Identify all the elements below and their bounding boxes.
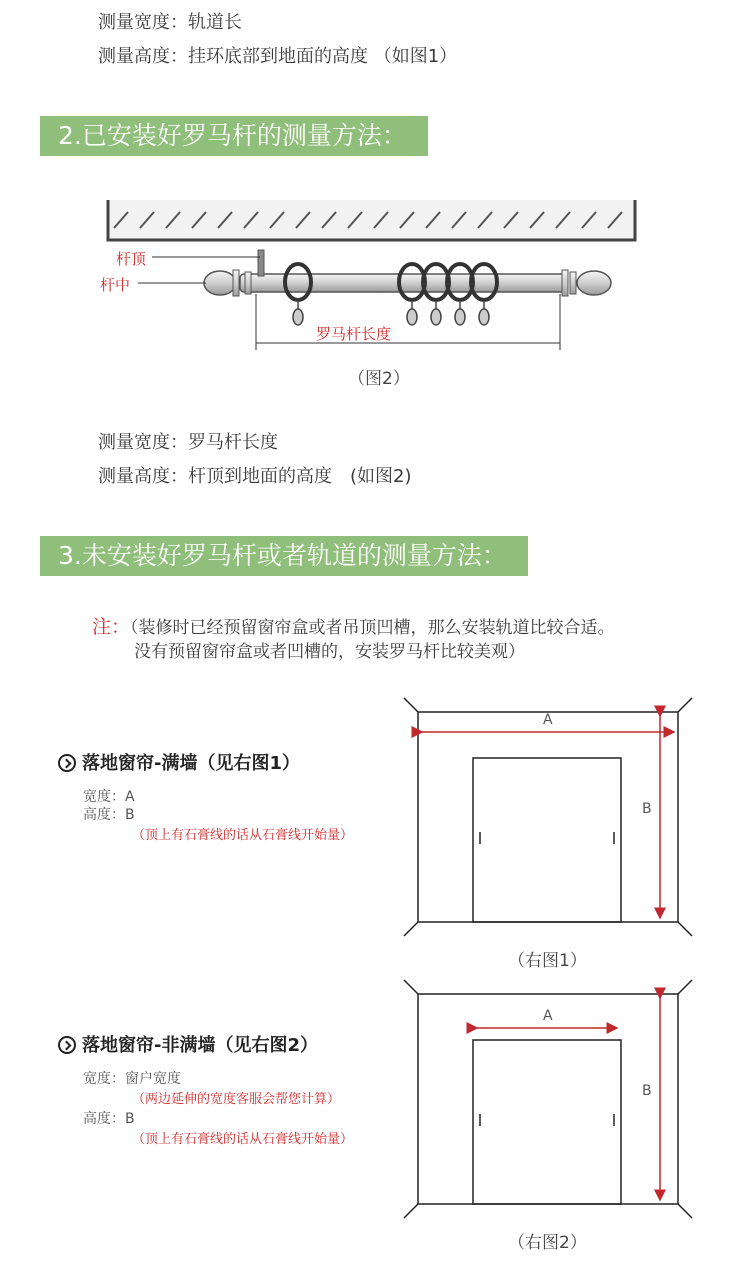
- full-wall-diagram: [400, 694, 696, 940]
- case-1-width: 宽度：A: [83, 789, 135, 805]
- chevron-right-circle-icon: [58, 1036, 76, 1054]
- right-figure-2-caption: （右图2）: [508, 1233, 587, 1253]
- case-1-title: [58, 749, 300, 775]
- case-1-title-text: 落地窗帘-满墙（见右图1）: [82, 753, 300, 774]
- measure-height-text-2: 测量高度：杆顶到地面的高度 (如图2): [98, 466, 412, 487]
- diagram-1-label-b: B: [642, 801, 652, 817]
- case-2-width: 宽度：窗户宽度: [83, 1071, 181, 1087]
- note-line-1: [92, 612, 615, 639]
- note-prefix: 注：: [92, 616, 131, 638]
- rod-top-label: 杆顶: [116, 250, 147, 268]
- chevron-right-circle-icon: [58, 754, 76, 772]
- case-2-title-text: 落地窗帘-非满墙（见右图2）: [82, 1035, 318, 1056]
- case-1-hint: （顶上有石膏线的话从石膏线开始量）: [132, 828, 354, 843]
- case-2-width-hint: （两边延伸的宽度客服会帮您计算）: [132, 1092, 341, 1107]
- case-2-hint: （顶上有石膏线的话从石膏线开始量）: [132, 1132, 354, 1147]
- case-1-height: 高度：B: [83, 807, 135, 823]
- measure-width-text-1: 测量宽度：轨道长: [98, 12, 242, 33]
- right-figure-1-caption: （右图1）: [508, 951, 587, 971]
- measure-height-text-1: 测量高度：挂环底部到地面的高度 （如图1）: [98, 46, 458, 67]
- section-3-banner: 3.未安装好罗马杆或者轨道的测量方法：: [40, 536, 528, 576]
- note-text-1: （装修时已经预留窗帘盒或者吊顶凹槽，那么安装轨道比较合适。: [130, 618, 615, 638]
- measure-width-text-2: 测量宽度：罗马杆长度: [98, 432, 278, 453]
- rod-length-label: 罗马杆长度: [316, 325, 392, 343]
- figure-2-caption: （图2）: [348, 369, 410, 389]
- diagram-1-label-a: A: [543, 712, 553, 728]
- ceiling-block: [108, 200, 635, 240]
- rod-middle-label: 杆中: [100, 276, 131, 294]
- diagram-2-label-b: B: [642, 1083, 652, 1099]
- note-line-2: 没有预留窗帘盒或者凹槽的，安装罗马杆比较美观）: [134, 642, 525, 662]
- diagram-2-label-a: A: [543, 1008, 553, 1024]
- ring-clips: [293, 300, 489, 325]
- rod: [204, 250, 611, 296]
- section-2-banner: 2.已安装好罗马杆的测量方法：: [40, 116, 428, 156]
- case-2-title: [58, 1031, 318, 1057]
- case-2-height: 高度：B: [83, 1111, 135, 1127]
